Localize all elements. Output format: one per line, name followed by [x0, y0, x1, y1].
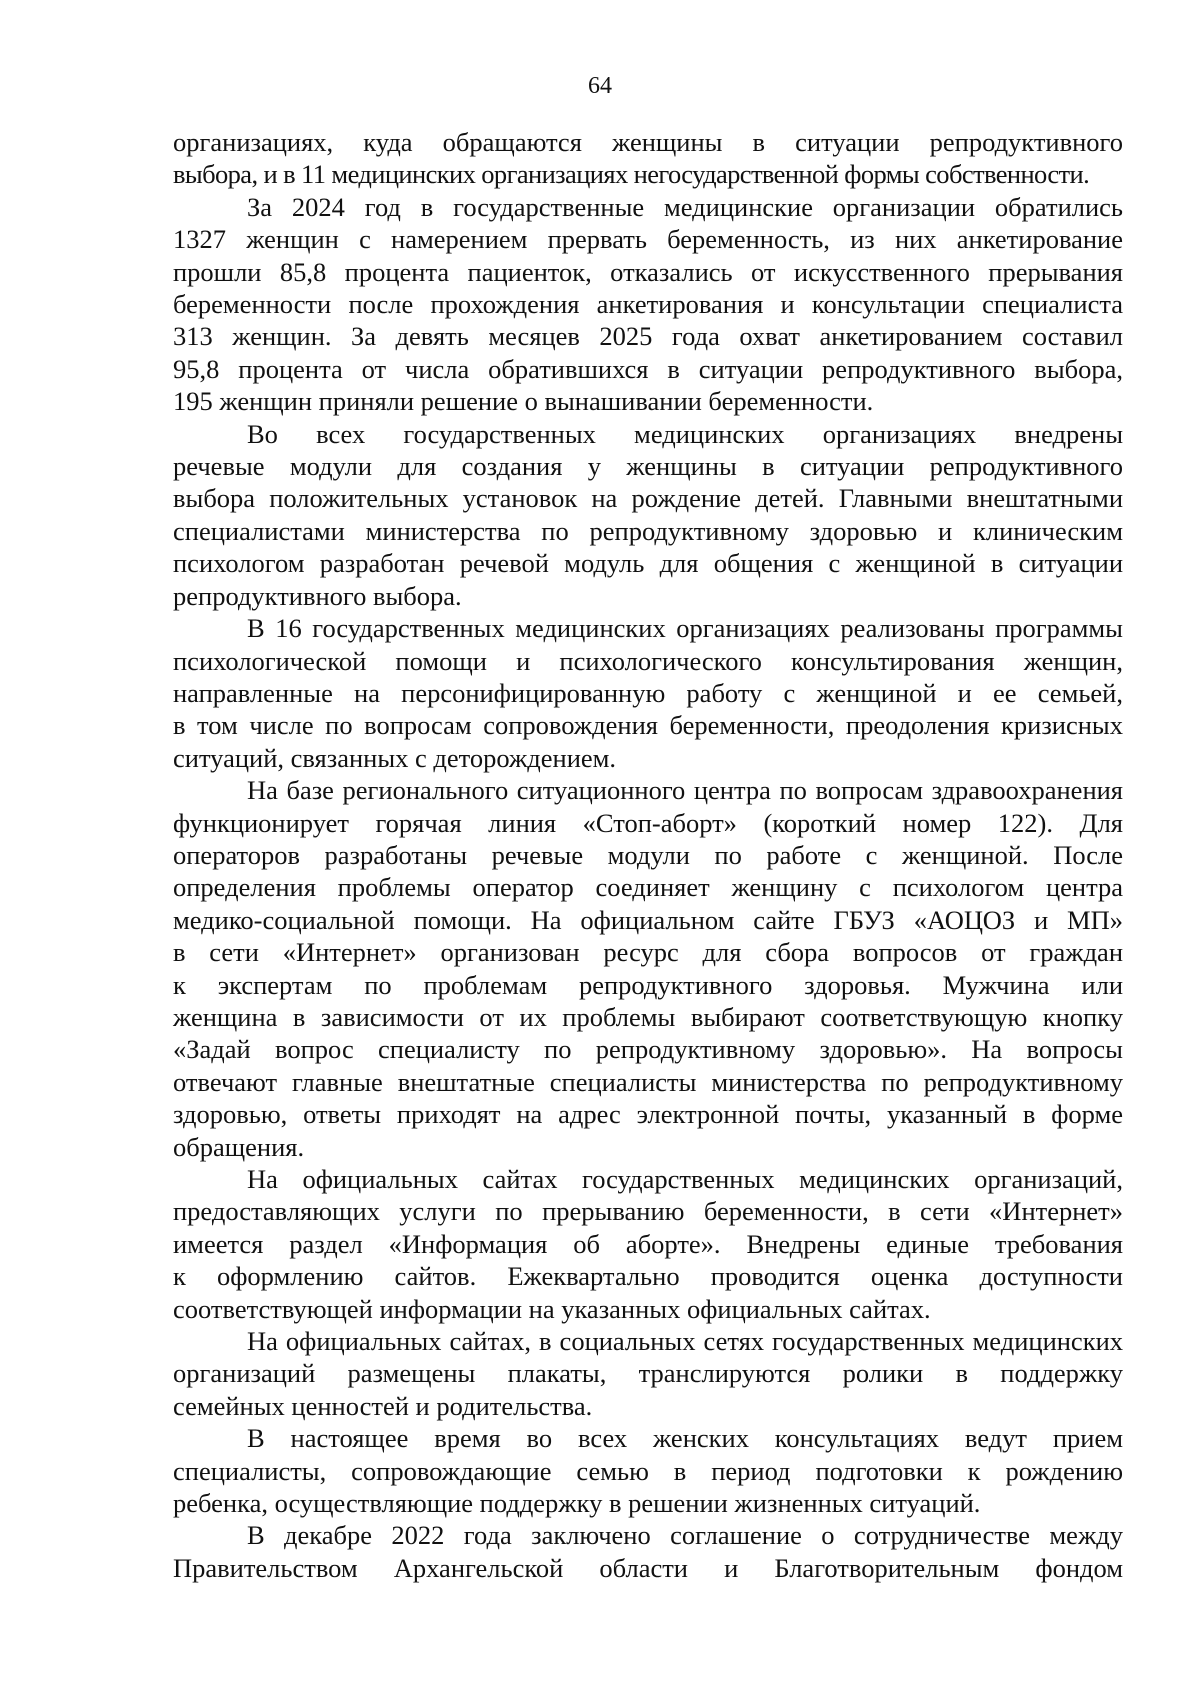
paragraph	[173, 191, 1123, 418]
text-line: определения проблемы оператор соединяет женщину с психологом центра	[173, 872, 1123, 903]
text-line: женщина в зависимости от их проблемы выбирают соответствующую кнопку	[173, 1001, 1123, 1032]
text-line: За 2024 год в государственные медицинские организации обратились	[247, 191, 1123, 222]
text-line: 95,8 процента от числа обратившихся в ситуации репродуктивного выбора,	[173, 353, 1123, 384]
text-line: «Задай вопрос специалисту по репродуктивному здоровью». На вопросы	[173, 1034, 1123, 1065]
text-line: В декабре 2022 года заключено соглашение о сотрудничестве между	[247, 1520, 1123, 1551]
text-line: к экспертам по проблемам репродуктивного здоровья. Мужчина или	[173, 969, 1123, 1000]
paragraph	[173, 126, 1123, 191]
text-line: к оформлению сайтов. Ежеквартально проводится оценка доступности	[173, 1261, 1123, 1292]
text-line: операторов разработаны речевые модули по работе с женщиной. После	[173, 839, 1123, 870]
text-line: специалистами министерства по репродуктивному здоровью и клиническим	[173, 515, 1123, 546]
text-line: соответствующей информации на указанных официальных сайтах.	[173, 1293, 931, 1324]
text-line: имеется раздел «Информация об аборте». Внедрены единые требования	[173, 1228, 1123, 1259]
text-line: Правительством Архангельской области и Благотворительным фондом	[173, 1552, 1123, 1583]
text-line: беременности после прохождения анкетирования и консультации специалиста	[173, 289, 1123, 320]
text-line: На официальных сайтах государственных медицинских организаций,	[247, 1164, 1123, 1194]
text-line: специалисты, сопровождающие семью в период подготовки к рождению	[173, 1455, 1123, 1486]
text-line: организациях, куда обращаются женщины в ситуации репродуктивного	[173, 127, 1123, 157]
page-number: 64	[588, 73, 612, 99]
text-line: медико-социальной помощи. На официальном сайте ГБУЗ «АОЦОЗ и МП»	[173, 904, 1123, 935]
text-line: ситуаций, связанных с деторождением.	[173, 742, 617, 773]
document-body	[173, 126, 1123, 1584]
text-line: 313 женщин. За девять месяцев 2025 года охват анкетированием составил	[173, 321, 1123, 352]
text-line: ребенка, осуществляющие поддержку в решении жизненных ситуаций.	[173, 1488, 981, 1519]
text-line: семейных ценностей и родительства.	[173, 1390, 593, 1421]
text-line: Во всех государственных медицинских организациях внедрены	[247, 418, 1123, 449]
text-line: выбора, и в 11 медицинских организациях негосударственной формы собственности.	[173, 159, 1090, 190]
text-line: В 16 государственных медицинских организациях реализованы программы	[247, 613, 1123, 644]
text-line: выбора положительных установок на рождение детей. Главными внештатными	[173, 483, 1123, 514]
text-line: направленные на персонифицированную работу с женщиной и ее семьей,	[173, 677, 1123, 708]
text-line: в том числе по вопросам сопровождения беременности, преодоления кризисных	[173, 710, 1123, 741]
text-line: психологом разработан речевой модуль для общения с женщиной в ситуации	[173, 548, 1123, 579]
text-line: предоставляющих услуги по прерыванию беременности, в сети «Интернет»	[173, 1196, 1123, 1227]
paragraph	[173, 1163, 1123, 1325]
text-line: На базе регионального ситуационного центра по вопросам здравоохранения	[247, 775, 1123, 806]
text-line: На официальных сайтах, в социальных сетях государственных медицинских	[247, 1326, 1123, 1357]
paragraph	[173, 1325, 1123, 1422]
text-line: прошли 85,8 процента пациенток, отказались от искусственного прерывания	[173, 256, 1123, 287]
text-line: репродуктивного выбора.	[173, 580, 462, 611]
text-line: В настоящее время во всех женских консультациях ведут прием	[247, 1423, 1123, 1454]
paragraph	[173, 418, 1123, 612]
text-line: речевые модули для создания у женщины в ситуации репродуктивного	[173, 451, 1123, 482]
text-line: организаций размещены плакаты, транслируются ролики в поддержку	[173, 1358, 1123, 1389]
text-line: 195 женщин приняли решение о вынашивании беременности.	[173, 386, 874, 417]
text-line: здоровью, ответы приходят на адрес электронной почты, указанный в форме	[173, 1099, 1123, 1130]
paragraph	[173, 1422, 1123, 1519]
text-line: в сети «Интернет» организован ресурс для сбора вопросов от граждан	[173, 937, 1123, 968]
text-line: обращения.	[173, 1131, 305, 1162]
paragraph	[173, 1519, 1123, 1584]
text-line: отвечают главные внештатные специалисты министерства по репродуктивному	[173, 1066, 1123, 1097]
text-line: психологической помощи и психологического консультирования женщин,	[173, 645, 1123, 676]
paragraph	[173, 612, 1123, 774]
text-line: 1327 женщин с намерением прервать беременность, из них анкетирование	[173, 224, 1123, 255]
paragraph	[173, 774, 1123, 1163]
text-line: функционирует горячая линия «Стоп-аборт» (короткий номер 122). Для	[173, 807, 1123, 838]
